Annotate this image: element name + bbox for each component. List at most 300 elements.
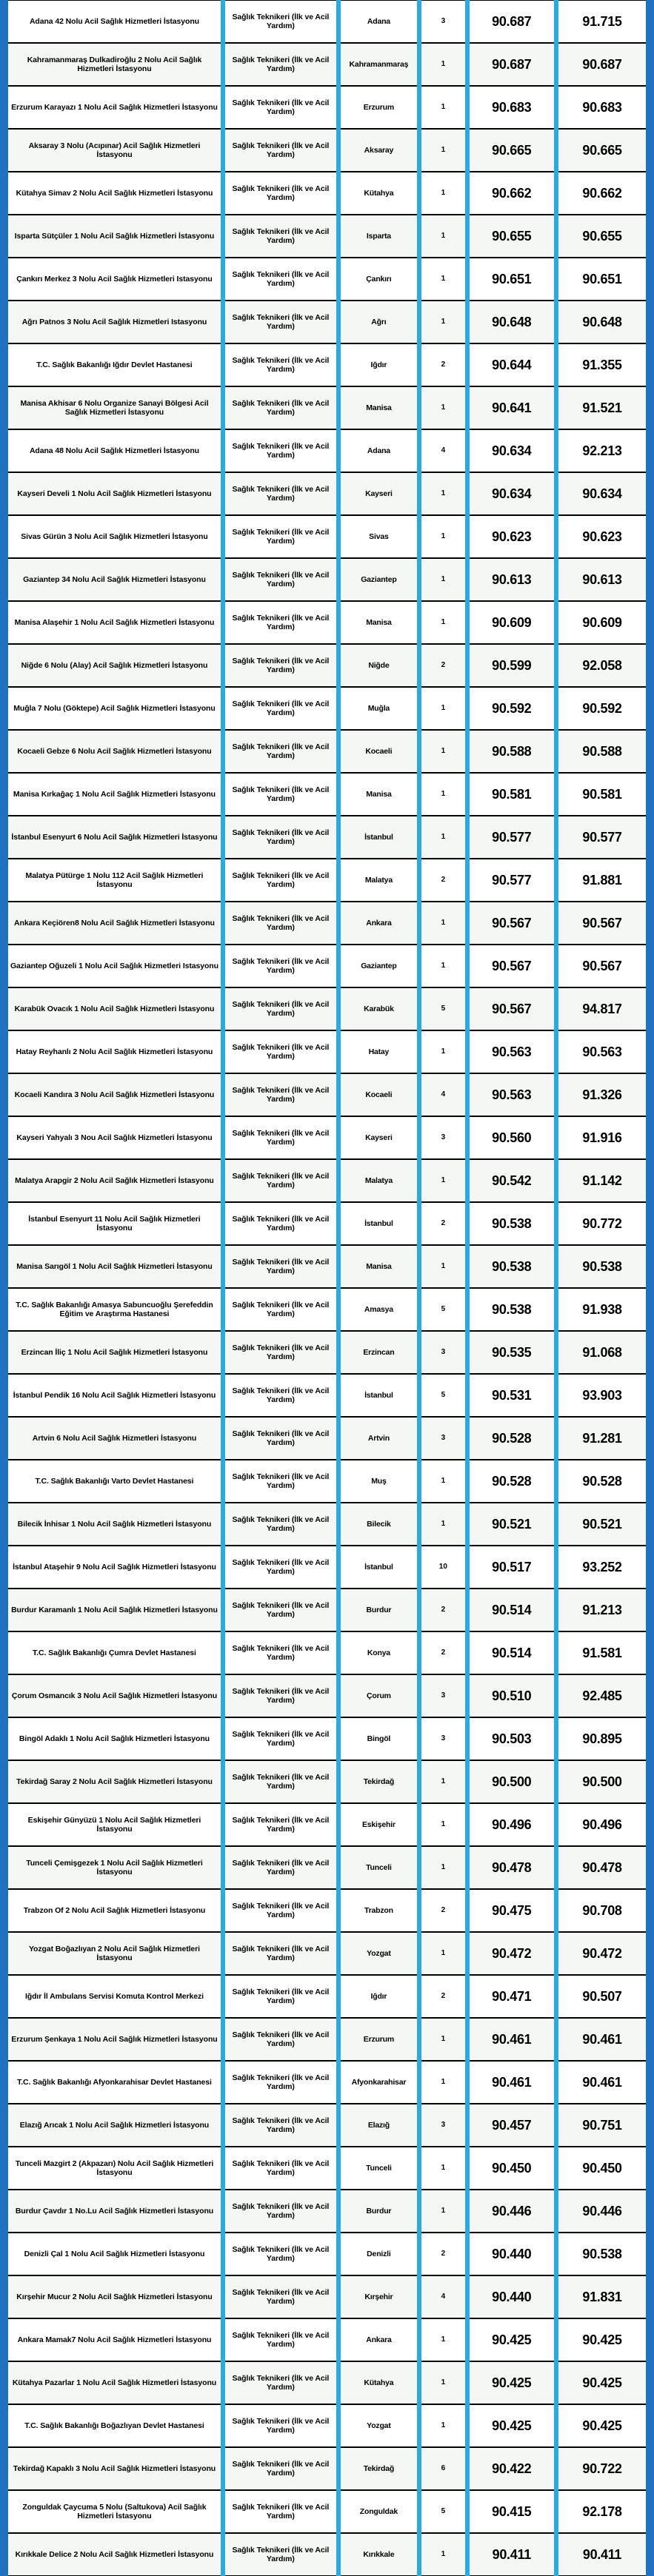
cell-tavan-puan[interactable] (558, 2361, 646, 2404)
cell-kurum-adi[interactable] (8, 2533, 221, 2576)
table-row[interactable] (0, 1116, 654, 1159)
cell-taban-puan[interactable] (470, 2104, 554, 2147)
cell-tavan-puan[interactable] (558, 2018, 646, 2061)
cell-taban-puan[interactable] (470, 1546, 554, 1589)
cell-unvan[interactable] (225, 2061, 336, 2104)
cell-taban-puan[interactable] (470, 1245, 554, 1288)
cell-kontenjan[interactable] (421, 1331, 464, 1374)
cell-kurum-adi[interactable] (8, 1417, 221, 1460)
cell-kontenjan[interactable] (421, 945, 464, 987)
cell-il[interactable] (341, 687, 417, 730)
cell-taban-puan[interactable] (470, 1116, 554, 1159)
cell-kurum-adi[interactable] (8, 1374, 221, 1417)
table-row[interactable] (0, 301, 654, 343)
table-row[interactable] (0, 0, 654, 43)
cell-taban-puan[interactable] (470, 172, 554, 215)
cell-il[interactable] (341, 558, 417, 601)
cell-kontenjan[interactable] (421, 1288, 464, 1331)
cell-tavan-puan[interactable] (558, 945, 646, 987)
cell-kontenjan[interactable] (421, 773, 464, 816)
cell-kontenjan[interactable] (421, 343, 464, 386)
cell-kontenjan[interactable] (421, 816, 464, 859)
cell-kurum-adi[interactable] (8, 816, 221, 859)
cell-tavan-puan[interactable] (558, 0, 646, 43)
cell-il[interactable] (341, 2490, 417, 2533)
cell-unvan[interactable] (225, 859, 336, 902)
cell-kurum-adi[interactable] (8, 1760, 221, 1803)
cell-kurum-adi[interactable] (8, 902, 221, 945)
cell-kurum-adi[interactable] (8, 2018, 221, 2061)
cell-kurum-adi[interactable] (8, 2147, 221, 2190)
table-row[interactable] (0, 687, 654, 730)
cell-taban-puan[interactable] (470, 1631, 554, 1674)
table-row[interactable] (0, 1503, 654, 1546)
cell-tavan-puan[interactable] (558, 987, 646, 1030)
cell-kontenjan[interactable] (421, 987, 464, 1030)
cell-tavan-puan[interactable] (558, 1975, 646, 2018)
cell-il[interactable] (341, 1288, 417, 1331)
cell-tavan-puan[interactable] (558, 730, 646, 773)
cell-unvan[interactable] (225, 1245, 336, 1288)
table-row[interactable] (0, 1975, 654, 2018)
cell-kontenjan[interactable] (421, 2318, 464, 2361)
cell-il[interactable] (341, 386, 417, 429)
cell-taban-puan[interactable] (470, 1030, 554, 1073)
cell-kontenjan[interactable] (421, 558, 464, 601)
table-row[interactable] (0, 1717, 654, 1760)
cell-tavan-puan[interactable] (558, 2275, 646, 2318)
cell-kurum-adi[interactable] (8, 129, 221, 172)
cell-tavan-puan[interactable] (558, 1546, 646, 1589)
cell-unvan[interactable] (225, 0, 336, 43)
cell-kurum-adi[interactable] (8, 1674, 221, 1717)
cell-taban-puan[interactable] (470, 601, 554, 644)
cell-unvan[interactable] (225, 301, 336, 343)
table-row[interactable] (0, 472, 654, 515)
cell-taban-puan[interactable] (470, 386, 554, 429)
cell-tavan-puan[interactable] (558, 1030, 646, 1073)
table-row[interactable] (0, 1030, 654, 1073)
table-row[interactable] (0, 2061, 654, 2104)
cell-unvan[interactable] (225, 2404, 336, 2447)
cell-unvan[interactable] (225, 472, 336, 515)
cell-il[interactable] (341, 86, 417, 129)
cell-taban-puan[interactable] (470, 1331, 554, 1374)
cell-taban-puan[interactable] (470, 2018, 554, 2061)
cell-tavan-puan[interactable] (558, 773, 646, 816)
cell-tavan-puan[interactable] (558, 1503, 646, 1546)
cell-tavan-puan[interactable] (558, 472, 646, 515)
cell-kontenjan[interactable] (421, 1803, 464, 1846)
cell-unvan[interactable] (225, 429, 336, 472)
cell-unvan[interactable] (225, 2533, 336, 2576)
cell-unvan[interactable] (225, 1975, 336, 2018)
cell-kurum-adi[interactable] (8, 215, 221, 258)
cell-taban-puan[interactable] (470, 215, 554, 258)
table-row[interactable] (0, 2318, 654, 2361)
cell-kontenjan[interactable] (421, 2447, 464, 2490)
cell-taban-puan[interactable] (470, 558, 554, 601)
cell-taban-puan[interactable] (470, 945, 554, 987)
cell-kurum-adi[interactable] (8, 429, 221, 472)
cell-il[interactable] (341, 1417, 417, 1460)
cell-unvan[interactable] (225, 1288, 336, 1331)
cell-kurum-adi[interactable] (8, 558, 221, 601)
cell-tavan-puan[interactable] (558, 515, 646, 558)
cell-kontenjan[interactable] (421, 86, 464, 129)
cell-il[interactable] (341, 515, 417, 558)
cell-kontenjan[interactable] (421, 601, 464, 644)
cell-kontenjan[interactable] (421, 301, 464, 343)
cell-kurum-adi[interactable] (8, 773, 221, 816)
cell-kontenjan[interactable] (421, 2275, 464, 2318)
cell-unvan[interactable] (225, 773, 336, 816)
cell-il[interactable] (341, 1760, 417, 1803)
cell-tavan-puan[interactable] (558, 601, 646, 644)
cell-il[interactable] (341, 0, 417, 43)
cell-taban-puan[interactable] (470, 644, 554, 687)
cell-unvan[interactable] (225, 1116, 336, 1159)
cell-taban-puan[interactable] (470, 0, 554, 43)
table-row[interactable] (0, 1288, 654, 1331)
cell-unvan[interactable] (225, 1717, 336, 1760)
cell-kurum-adi[interactable] (8, 2447, 221, 2490)
cell-unvan[interactable] (225, 2490, 336, 2533)
cell-kontenjan[interactable] (421, 2361, 464, 2404)
table-row[interactable] (0, 1245, 654, 1288)
table-row[interactable] (0, 2275, 654, 2318)
cell-taban-puan[interactable] (470, 987, 554, 1030)
table-row[interactable] (0, 1417, 654, 1460)
cell-tavan-puan[interactable] (558, 2533, 646, 2576)
cell-taban-puan[interactable] (470, 2361, 554, 2404)
cell-kurum-adi[interactable] (8, 1288, 221, 1331)
cell-kurum-adi[interactable] (8, 343, 221, 386)
cell-unvan[interactable] (225, 1331, 336, 1374)
cell-kontenjan[interactable] (421, 902, 464, 945)
cell-kurum-adi[interactable] (8, 2404, 221, 2447)
cell-taban-puan[interactable] (470, 2404, 554, 2447)
cell-tavan-puan[interactable] (558, 2147, 646, 2190)
cell-unvan[interactable] (225, 2147, 336, 2190)
cell-il[interactable] (341, 1846, 417, 1889)
cell-taban-puan[interactable] (470, 2061, 554, 2104)
cell-unvan[interactable] (225, 687, 336, 730)
table-row[interactable] (0, 644, 654, 687)
cell-unvan[interactable] (225, 129, 336, 172)
cell-tavan-puan[interactable] (558, 687, 646, 730)
cell-il[interactable] (341, 945, 417, 987)
cell-kontenjan[interactable] (421, 1546, 464, 1589)
cell-tavan-puan[interactable] (558, 816, 646, 859)
cell-kurum-adi[interactable] (8, 2318, 221, 2361)
cell-tavan-puan[interactable] (558, 2447, 646, 2490)
cell-kurum-adi[interactable] (8, 472, 221, 515)
cell-il[interactable] (341, 1202, 417, 1245)
cell-unvan[interactable] (225, 1674, 336, 1717)
cell-kurum-adi[interactable] (8, 601, 221, 644)
cell-tavan-puan[interactable] (558, 1760, 646, 1803)
cell-il[interactable] (341, 2104, 417, 2147)
cell-kontenjan[interactable] (421, 1159, 464, 1202)
cell-unvan[interactable] (225, 2447, 336, 2490)
cell-il[interactable] (341, 2404, 417, 2447)
cell-unvan[interactable] (225, 2275, 336, 2318)
cell-kurum-adi[interactable] (8, 1889, 221, 1932)
table-row[interactable] (0, 1331, 654, 1374)
cell-kontenjan[interactable] (421, 2018, 464, 2061)
cell-il[interactable] (341, 1245, 417, 1288)
cell-taban-puan[interactable] (470, 43, 554, 86)
cell-kurum-adi[interactable] (8, 859, 221, 902)
cell-il[interactable] (341, 1717, 417, 1760)
table-row[interactable] (0, 86, 654, 129)
cell-il[interactable] (341, 2447, 417, 2490)
cell-unvan[interactable] (225, 987, 336, 1030)
cell-taban-puan[interactable] (470, 1460, 554, 1503)
cell-unvan[interactable] (225, 86, 336, 129)
cell-kontenjan[interactable] (421, 1760, 464, 1803)
cell-tavan-puan[interactable] (558, 129, 646, 172)
cell-kontenjan[interactable] (421, 730, 464, 773)
table-row[interactable] (0, 1674, 654, 1717)
cell-unvan[interactable] (225, 902, 336, 945)
cell-kontenjan[interactable] (421, 2490, 464, 2533)
cell-unvan[interactable] (225, 1073, 336, 1116)
cell-unvan[interactable] (225, 2190, 336, 2233)
table-row[interactable] (0, 1460, 654, 1503)
cell-kontenjan[interactable] (421, 1589, 464, 1631)
cell-kontenjan[interactable] (421, 515, 464, 558)
cell-unvan[interactable] (225, 1803, 336, 1846)
cell-taban-puan[interactable] (470, 1202, 554, 1245)
cell-unvan[interactable] (225, 1030, 336, 1073)
cell-unvan[interactable] (225, 515, 336, 558)
cell-taban-puan[interactable] (470, 86, 554, 129)
cell-taban-puan[interactable] (470, 1417, 554, 1460)
cell-tavan-puan[interactable] (558, 1631, 646, 1674)
cell-il[interactable] (341, 730, 417, 773)
table-row[interactable] (0, 386, 654, 429)
cell-kurum-adi[interactable] (8, 2275, 221, 2318)
cell-kontenjan[interactable] (421, 1503, 464, 1546)
table-row[interactable] (0, 429, 654, 472)
table-row[interactable] (0, 2533, 654, 2576)
cell-unvan[interactable] (225, 1631, 336, 1674)
cell-kurum-adi[interactable] (8, 1331, 221, 1374)
cell-tavan-puan[interactable] (558, 86, 646, 129)
cell-taban-puan[interactable] (470, 258, 554, 301)
cell-taban-puan[interactable] (470, 773, 554, 816)
table-row[interactable] (0, 773, 654, 816)
cell-kontenjan[interactable] (421, 1932, 464, 1975)
cell-kontenjan[interactable] (421, 2147, 464, 2190)
cell-unvan[interactable] (225, 816, 336, 859)
cell-il[interactable] (341, 644, 417, 687)
cell-il[interactable] (341, 1030, 417, 1073)
cell-unvan[interactable] (225, 2233, 336, 2275)
table-row[interactable] (0, 258, 654, 301)
cell-kontenjan[interactable] (421, 1202, 464, 1245)
cell-il[interactable] (341, 2533, 417, 2576)
table-row[interactable] (0, 2490, 654, 2533)
cell-tavan-puan[interactable] (558, 2061, 646, 2104)
cell-tavan-puan[interactable] (558, 644, 646, 687)
cell-tavan-puan[interactable] (558, 558, 646, 601)
table-row[interactable] (0, 515, 654, 558)
cell-kurum-adi[interactable] (8, 1546, 221, 1589)
cell-kontenjan[interactable] (421, 0, 464, 43)
cell-taban-puan[interactable] (470, 687, 554, 730)
cell-tavan-puan[interactable] (558, 1674, 646, 1717)
cell-taban-puan[interactable] (470, 1975, 554, 2018)
cell-il[interactable] (341, 2275, 417, 2318)
cell-kontenjan[interactable] (421, 215, 464, 258)
cell-il[interactable] (341, 215, 417, 258)
cell-taban-puan[interactable] (470, 1503, 554, 1546)
table-row[interactable] (0, 1760, 654, 1803)
cell-tavan-puan[interactable] (558, 1932, 646, 1975)
cell-kontenjan[interactable] (421, 1975, 464, 2018)
table-row[interactable] (0, 987, 654, 1030)
cell-kontenjan[interactable] (421, 1417, 464, 1460)
cell-kontenjan[interactable] (421, 129, 464, 172)
cell-tavan-puan[interactable] (558, 1803, 646, 1846)
table-row[interactable] (0, 1803, 654, 1846)
cell-tavan-puan[interactable] (558, 386, 646, 429)
cell-kontenjan[interactable] (421, 1717, 464, 1760)
cell-taban-puan[interactable] (470, 129, 554, 172)
cell-kurum-adi[interactable] (8, 945, 221, 987)
cell-kontenjan[interactable] (421, 1631, 464, 1674)
cell-kontenjan[interactable] (421, 859, 464, 902)
cell-taban-puan[interactable] (470, 1374, 554, 1417)
cell-tavan-puan[interactable] (558, 1417, 646, 1460)
cell-kontenjan[interactable] (421, 1245, 464, 1288)
table-row[interactable] (0, 129, 654, 172)
cell-kurum-adi[interactable] (8, 86, 221, 129)
cell-kontenjan[interactable] (421, 1846, 464, 1889)
cell-kontenjan[interactable] (421, 2190, 464, 2233)
cell-il[interactable] (341, 1159, 417, 1202)
cell-tavan-puan[interactable] (558, 1374, 646, 1417)
cell-kontenjan[interactable] (421, 2104, 464, 2147)
cell-unvan[interactable] (225, 1889, 336, 1932)
cell-kurum-adi[interactable] (8, 0, 221, 43)
cell-taban-puan[interactable] (470, 429, 554, 472)
cell-taban-puan[interactable] (470, 2275, 554, 2318)
cell-tavan-puan[interactable] (558, 215, 646, 258)
cell-unvan[interactable] (225, 1460, 336, 1503)
cell-tavan-puan[interactable] (558, 1073, 646, 1116)
cell-unvan[interactable] (225, 644, 336, 687)
cell-tavan-puan[interactable] (558, 301, 646, 343)
cell-kurum-adi[interactable] (8, 2104, 221, 2147)
cell-taban-puan[interactable] (470, 2533, 554, 2576)
cell-taban-puan[interactable] (470, 816, 554, 859)
table-row[interactable] (0, 945, 654, 987)
cell-il[interactable] (341, 1589, 417, 1631)
cell-il[interactable] (341, 1803, 417, 1846)
cell-kurum-adi[interactable] (8, 2190, 221, 2233)
cell-taban-puan[interactable] (470, 1159, 554, 1202)
cell-taban-puan[interactable] (470, 1674, 554, 1717)
cell-kontenjan[interactable] (421, 1674, 464, 1717)
cell-unvan[interactable] (225, 1159, 336, 1202)
table-row[interactable] (0, 2104, 654, 2147)
cell-taban-puan[interactable] (470, 472, 554, 515)
cell-il[interactable] (341, 2147, 417, 2190)
cell-unvan[interactable] (225, 172, 336, 215)
cell-unvan[interactable] (225, 601, 336, 644)
cell-tavan-puan[interactable] (558, 1116, 646, 1159)
cell-kontenjan[interactable] (421, 2404, 464, 2447)
cell-kurum-adi[interactable] (8, 1460, 221, 1503)
cell-taban-puan[interactable] (470, 1846, 554, 1889)
cell-taban-puan[interactable] (470, 1889, 554, 1932)
cell-kurum-adi[interactable] (8, 1503, 221, 1546)
cell-taban-puan[interactable] (470, 2447, 554, 2490)
cell-kurum-adi[interactable] (8, 644, 221, 687)
cell-tavan-puan[interactable] (558, 2233, 646, 2275)
cell-tavan-puan[interactable] (558, 1288, 646, 1331)
table-row[interactable] (0, 172, 654, 215)
cell-taban-puan[interactable] (470, 859, 554, 902)
cell-taban-puan[interactable] (470, 1932, 554, 1975)
cell-il[interactable] (341, 343, 417, 386)
cell-il[interactable] (341, 816, 417, 859)
cell-unvan[interactable] (225, 1760, 336, 1803)
table-row[interactable] (0, 2233, 654, 2275)
cell-taban-puan[interactable] (470, 1803, 554, 1846)
table-row[interactable] (0, 2404, 654, 2447)
cell-kurum-adi[interactable] (8, 1202, 221, 1245)
cell-unvan[interactable] (225, 730, 336, 773)
cell-tavan-puan[interactable] (558, 1331, 646, 1374)
cell-tavan-puan[interactable] (558, 2490, 646, 2533)
cell-kurum-adi[interactable] (8, 2233, 221, 2275)
cell-il[interactable] (341, 859, 417, 902)
cell-taban-puan[interactable] (470, 2318, 554, 2361)
cell-kontenjan[interactable] (421, 386, 464, 429)
cell-tavan-puan[interactable] (558, 1889, 646, 1932)
cell-kurum-adi[interactable] (8, 258, 221, 301)
cell-kurum-adi[interactable] (8, 687, 221, 730)
cell-tavan-puan[interactable] (558, 2104, 646, 2147)
cell-il[interactable] (341, 2190, 417, 2233)
cell-il[interactable] (341, 1631, 417, 1674)
cell-taban-puan[interactable] (470, 1073, 554, 1116)
cell-unvan[interactable] (225, 1503, 336, 1546)
cell-taban-puan[interactable] (470, 1760, 554, 1803)
table-row[interactable] (0, 1374, 654, 1417)
cell-il[interactable] (341, 472, 417, 515)
cell-taban-puan[interactable] (470, 1288, 554, 1331)
table-row[interactable] (0, 1932, 654, 1975)
cell-unvan[interactable] (225, 1417, 336, 1460)
cell-unvan[interactable] (225, 386, 336, 429)
cell-unvan[interactable] (225, 1374, 336, 1417)
cell-tavan-puan[interactable] (558, 902, 646, 945)
table-row[interactable] (0, 2190, 654, 2233)
cell-kontenjan[interactable] (421, 1073, 464, 1116)
cell-taban-puan[interactable] (470, 1589, 554, 1631)
cell-kurum-adi[interactable] (8, 1717, 221, 1760)
cell-il[interactable] (341, 429, 417, 472)
cell-tavan-puan[interactable] (558, 2404, 646, 2447)
table-row[interactable] (0, 215, 654, 258)
cell-kurum-adi[interactable] (8, 1030, 221, 1073)
